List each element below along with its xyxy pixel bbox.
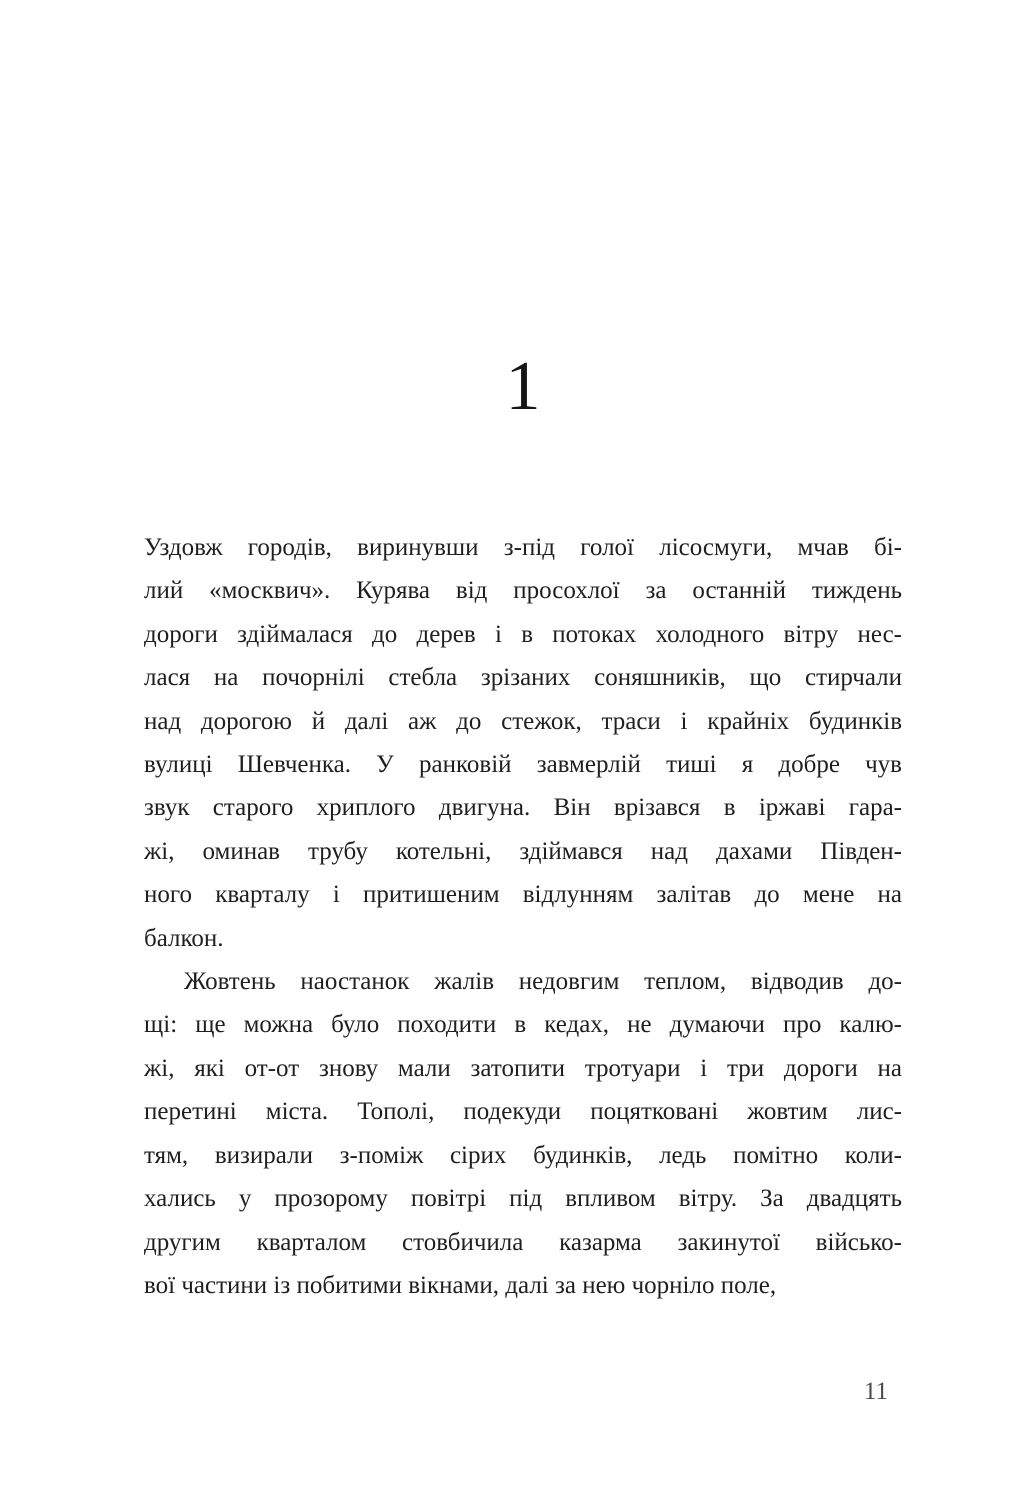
text-line: жі, оминав трубу котельні, здіймався над дахами Півден- (144, 837, 902, 865)
text-line: Жовтень наостанок жалів недовгим теплом, відводив до- (184, 968, 902, 996)
text-line: хались у прозорому повітрі під впливом вітру. За двадцять (144, 1185, 902, 1213)
page-number: 11 (863, 1378, 888, 1406)
text-line: вулиці Шевченка. У ранковій завмерлій тиші я добре чув (144, 751, 902, 779)
text-line: звук старого хриплого двигуна. Він врізався в іржаві гара- (144, 794, 902, 822)
text-line: лий «москвич». Курява від просохлої за останній тиждень (144, 577, 902, 605)
text-line: ного кварталу і притишеним відлунням залітав до мене на (144, 881, 902, 909)
text-line: лася на почорнілі стебла зрізаних соняшників, що стирчали (144, 664, 902, 692)
body-text (144, 526, 902, 1307)
text-line: перетині міста. Тополі, подекуди поцятковані жовтим лис- (144, 1098, 902, 1126)
text-line: над дорогою й далі аж до стежок, траси і крайніх будинків (144, 707, 902, 735)
text-line: жі, які от-от знову мали затопити тротуари і три дороги на (144, 1054, 902, 1082)
text-line: тям, визирали з-поміж сірих будинків, ледь помітно коли- (144, 1141, 902, 1169)
text-line: балкон. (144, 924, 224, 952)
text-line: щі: ще можна було походити в кедах, не думаючи про калю- (144, 1011, 902, 1039)
text-column (144, 0, 902, 1407)
text-line: Уздовж городів, виринувши з-під голої лісосмуги, мчав бі- (144, 534, 902, 561)
text-line: вої частини із побитими вікнами, далі за нею чорніло поле, (144, 1271, 777, 1299)
chapter-number: 1 (505, 348, 541, 425)
text-line: другим кварталом стовбичила казарма закинутої військо- (144, 1228, 902, 1256)
text-line: дороги здіймалася до дерев і в потоках холодного вітру нес- (144, 620, 902, 648)
